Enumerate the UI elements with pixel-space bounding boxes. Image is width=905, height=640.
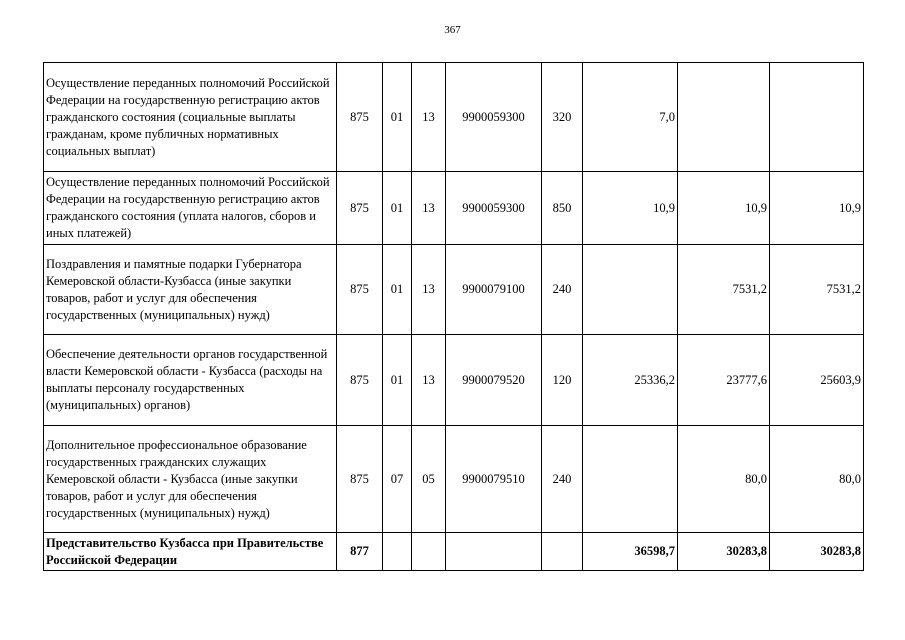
- amount-2: 7531,2: [678, 245, 770, 335]
- amount-2: [678, 63, 770, 172]
- amount-1: [583, 245, 678, 335]
- subsection-code: 13: [412, 245, 446, 335]
- table-row: [44, 63, 864, 172]
- section-code: 01: [383, 335, 412, 426]
- amount-1: 36598,7: [583, 533, 678, 571]
- page-number: 367: [444, 24, 461, 36]
- grbs-code: 875: [337, 245, 383, 335]
- row-name: Обеспечение деятельности органов государственной власти Кемеровской области - Кузбасса (расходы на выплаты персоналу государственных (муниципальных) органов): [44, 335, 337, 426]
- table-row: [44, 426, 864, 533]
- amount-1: [583, 426, 678, 533]
- expense-type-code: 850: [542, 172, 583, 245]
- subsection-code: 13: [412, 335, 446, 426]
- target-code: 9900059300: [446, 63, 542, 172]
- grbs-code: 877: [337, 533, 383, 571]
- section-code: 01: [383, 63, 412, 172]
- grbs-code: 875: [337, 335, 383, 426]
- amount-3: 7531,2: [770, 245, 864, 335]
- amount-3: 25603,9: [770, 335, 864, 426]
- expense-type-code: 120: [542, 335, 583, 426]
- target-code: [446, 533, 542, 571]
- subsection-code: 05: [412, 426, 446, 533]
- budget-table: [43, 62, 864, 571]
- target-code: 9900079100: [446, 245, 542, 335]
- amount-2: 30283,8: [678, 533, 770, 571]
- subsection-code: 13: [412, 172, 446, 245]
- expense-type-code: [542, 533, 583, 571]
- amount-2: 23777,6: [678, 335, 770, 426]
- amount-1: 25336,2: [583, 335, 678, 426]
- section-code: [383, 533, 412, 571]
- subsection-code: [412, 533, 446, 571]
- table-row: [44, 245, 864, 335]
- expense-type-code: 240: [542, 245, 583, 335]
- section-code: 01: [383, 245, 412, 335]
- target-code: 9900079510: [446, 426, 542, 533]
- amount-3: 30283,8: [770, 533, 864, 571]
- row-name: Осуществление переданных полномочий Российской Федерации на государственную регистрацию актов гражданского состояния (социальные выплаты гражданам, кроме публичных нормативных социальных выплат): [44, 63, 337, 172]
- section-code: 07: [383, 426, 412, 533]
- section-code: 01: [383, 172, 412, 245]
- target-code: 9900079520: [446, 335, 542, 426]
- table-row: [44, 533, 864, 571]
- grbs-code: 875: [337, 172, 383, 245]
- amount-2: 80,0: [678, 426, 770, 533]
- grbs-code: 875: [337, 426, 383, 533]
- amount-3: 80,0: [770, 426, 864, 533]
- amount-1: 7,0: [583, 63, 678, 172]
- table-row: [44, 335, 864, 426]
- table-row: [44, 172, 864, 245]
- target-code: 9900059300: [446, 172, 542, 245]
- grbs-code: 875: [337, 63, 383, 172]
- row-name: Представительство Кузбасса при Правительстве Российской Федерации: [44, 533, 337, 571]
- amount-1: 10,9: [583, 172, 678, 245]
- row-name: Осуществление переданных полномочий Российской Федерации на государственную регистрацию актов гражданского состояния (уплата налогов, сборов и иных платежей): [44, 172, 337, 245]
- amount-3: [770, 63, 864, 172]
- row-name: Поздравления и памятные подарки Губернатора Кемеровской области-Кузбасса (иные закупки товаров, работ и услуг для обеспечения государственных (муниципальных) нужд): [44, 245, 337, 335]
- amount-2: 10,9: [678, 172, 770, 245]
- row-name: Дополнительное профессиональное образование государственных гражданских служащих Кемеровской области - Кузбасса (иные закупки товаров, работ и услуг для обеспечения государственных (муниципальных) нужд): [44, 426, 337, 533]
- amount-3: 10,9: [770, 172, 864, 245]
- subsection-code: 13: [412, 63, 446, 172]
- expense-type-code: 320: [542, 63, 583, 172]
- expense-type-code: 240: [542, 426, 583, 533]
